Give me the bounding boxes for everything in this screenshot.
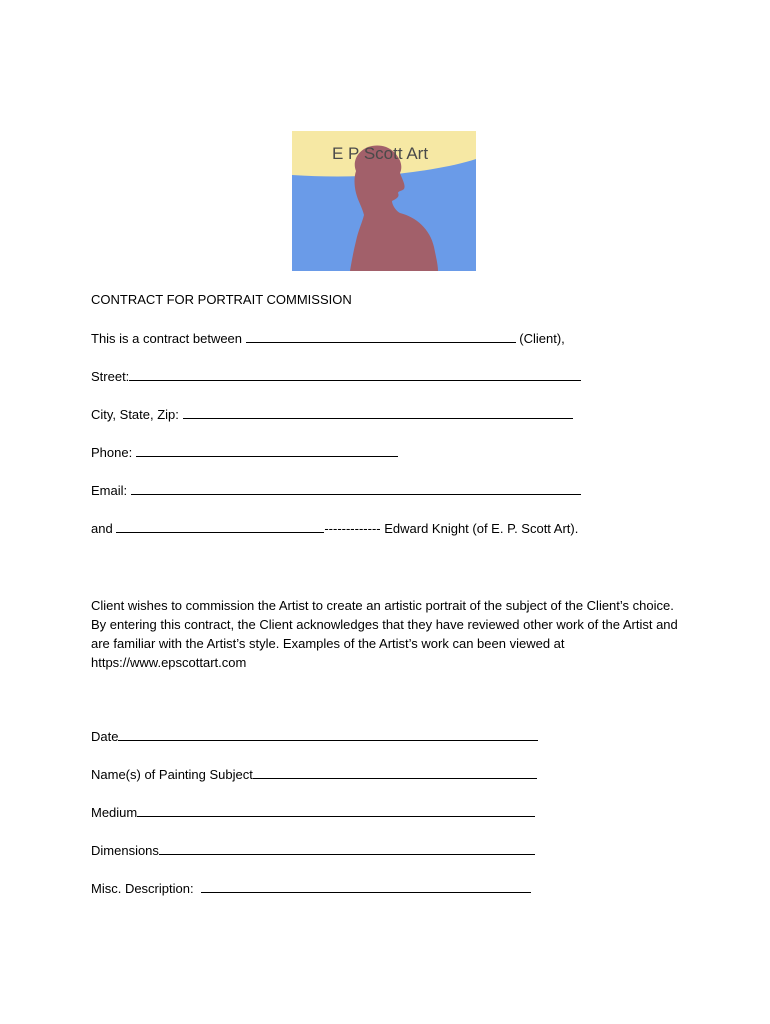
medium-row (91, 804, 535, 821)
email-field[interactable] (131, 482, 581, 495)
date-field[interactable] (118, 728, 538, 741)
dimensions-row (91, 842, 535, 859)
street-label: Street: (91, 369, 130, 384)
artist-text: Edward Knight (of E. P. Scott Art). (384, 521, 579, 536)
medium-label: Medium (91, 805, 138, 820)
logo-text: E P Scott Art (332, 144, 429, 163)
medium-field[interactable] (137, 804, 535, 817)
and-label: and (91, 521, 113, 536)
dimensions-label: Dimensions (91, 843, 159, 858)
artist-dashes: ------------- (324, 521, 381, 536)
between-label: This is a contract between (91, 331, 243, 346)
email-row (91, 482, 581, 499)
contract-heading: CONTRACT FOR PORTRAIT COMMISSION (91, 292, 352, 307)
artist-row (91, 520, 578, 537)
painting-subject-field[interactable] (253, 766, 537, 779)
street-row (91, 368, 581, 385)
misc-description-field[interactable] (201, 880, 531, 893)
phone-row (91, 444, 398, 461)
city-state-zip-field[interactable] (183, 406, 573, 419)
street-field[interactable] (129, 368, 581, 381)
date-label: Date (91, 729, 119, 744)
between-row (91, 330, 565, 347)
misc-label: Misc. Description: (91, 881, 194, 896)
company-logo (292, 131, 476, 271)
email-label: Email: (91, 483, 128, 498)
logo-image (292, 131, 476, 271)
date-row (91, 728, 538, 745)
subject-row (91, 766, 537, 783)
dimensions-field[interactable] (159, 842, 535, 855)
client-name-field[interactable] (246, 330, 516, 343)
commission-paragraph: Client wishes to commission the Artist to create an artistic portrait of the subject of the Client’s choice. By entering this contract, the Client acknowledges that they have reviewed other work of the Artist and are familiar with the Artist’s style. Examples of the Artist’s work can been viewed at https://www.epscottart.com (91, 598, 678, 670)
city-label: City, State, Zip: (91, 407, 179, 422)
client-suffix: (Client), (519, 331, 565, 346)
phone-label: Phone: (91, 445, 133, 460)
city-row (91, 406, 573, 423)
subject-label: Name(s) of Painting Subject (91, 767, 253, 782)
artist-name-field[interactable] (116, 520, 324, 533)
misc-row (91, 880, 531, 897)
phone-field[interactable] (136, 444, 398, 457)
